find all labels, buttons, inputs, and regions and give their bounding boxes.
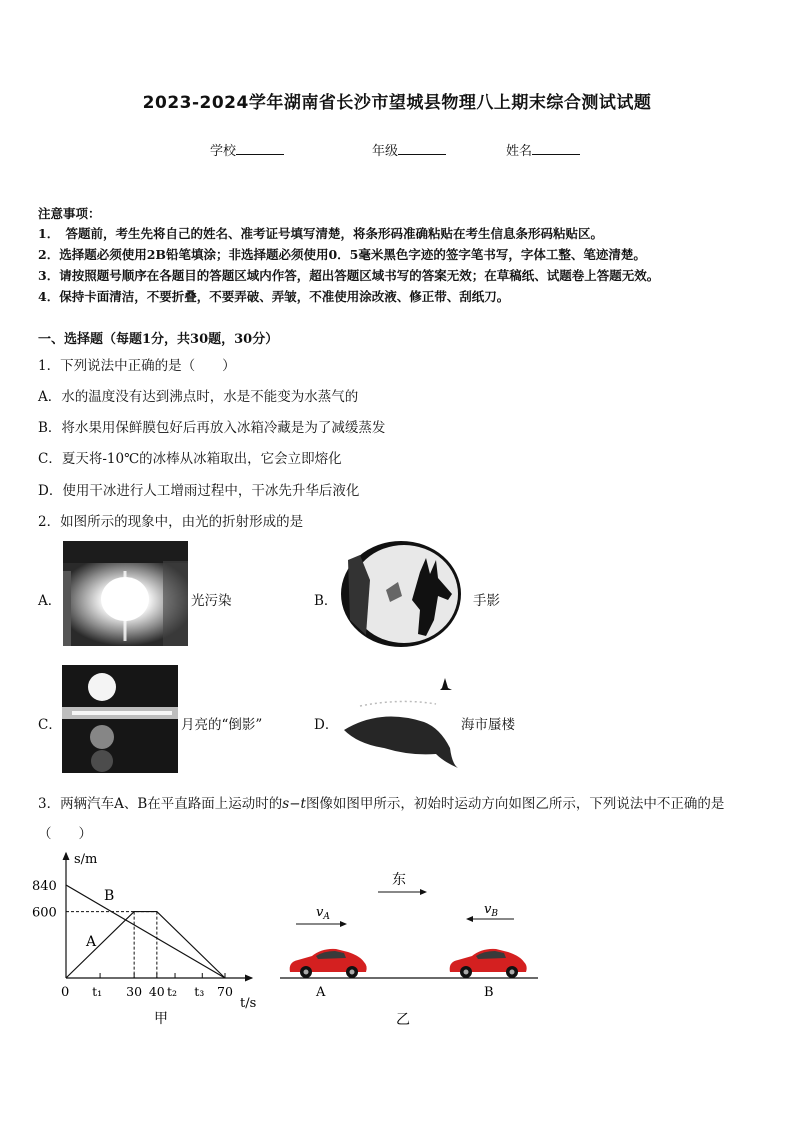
vb-label (484, 902, 498, 919)
va-subscript: A (323, 912, 330, 922)
name-label: 姓名 (506, 144, 533, 159)
q2-option-a-letter: A． (38, 593, 62, 609)
note-item: 4．保持卡面清洁，不要折叠，不要弄破、弄皱，不准使用涂改液、修正带、刮纸刀。 (38, 289, 510, 304)
school-label: 学校 (210, 144, 237, 159)
q2-option-b-caption: 手影 (473, 593, 500, 609)
q2-option-c-caption: 月亮的“倒影” (181, 717, 263, 733)
q2-option-b-letter: B． (314, 593, 338, 609)
question-3-math: s−t (282, 796, 306, 812)
x-tick-label: 40 (148, 984, 165, 999)
q2-option-a-caption: 光污染 (191, 593, 232, 609)
question-1-option-b: B．将水果用保鲜膜包好后再放入冰箱冷藏是为了减缓蒸发 (38, 420, 386, 436)
va-label (316, 905, 330, 922)
q2-option-d-caption: 海市蜃楼 (461, 717, 515, 733)
question-1-option-d: D．使用干冰进行人工增雨过程中，干冰先升华后液化 (38, 483, 360, 499)
y-unit-label: s/m (74, 852, 98, 867)
name-blank (532, 142, 580, 155)
grade-field (372, 140, 446, 159)
car-b (450, 949, 527, 978)
car-a-label: A (316, 985, 326, 1000)
car-a (290, 949, 367, 978)
y-tick-label: 840 (32, 879, 57, 894)
cars-diagram (280, 862, 545, 1032)
question-1-option-c: C．夏天将-10℃的冰棒从冰箱取出，它会立即熔化 (38, 451, 342, 467)
vb-subscript: B (491, 909, 498, 919)
school-field (210, 140, 284, 159)
note-item: 3．请按照题号顺序在各题目的答题区域内作答，超出答题区域书写的答案无效；在草稿纸、试题卷上答题无效。 (38, 268, 660, 283)
x-tick-label: 30 (126, 984, 143, 999)
question-3-paren: （ ） (38, 826, 92, 842)
page-title: 2023-2024学年湖南省长沙市望城县物理八上期末综合测试试题 (142, 93, 652, 113)
name-field (506, 140, 580, 159)
line-b-label: B (104, 888, 115, 904)
va-symbol: v (316, 905, 324, 920)
x-unit-label: t/s (240, 996, 257, 1011)
question-3-stem-part2: 图像如图甲所示，初始时运动方向如图乙所示，下列说法中不正确的是 (305, 796, 725, 812)
section-heading: 一、选择题（每题1分，共30题，30分） (38, 332, 279, 347)
x-tick-label: 70 (217, 984, 233, 999)
question-1-stem: 1．下列说法中正确的是（ ） (38, 358, 236, 374)
question-3-stem-part1: 3．两辆汽车A、B在平直路面上运动时的 (38, 796, 283, 812)
car-b-label: B (484, 985, 494, 1000)
question-3-stem (38, 792, 724, 812)
series-line-b (66, 885, 225, 978)
origin-label: 0 (61, 985, 70, 1000)
q2-option-c-letter: C． (38, 717, 62, 733)
diagram-caption: 乙 (396, 1012, 410, 1028)
question-2-stem: 2．如图所示的现象中，由光的折射形成的是 (38, 514, 304, 530)
moon-reflection-photo (62, 665, 178, 773)
x-tick-label: t₁ (92, 984, 103, 999)
note-item: 2．选择题必须使用2B铅笔填涂；非选择题必须使用0．5毫米黑色字迹的签字笔书写，字体工整、笔迹清楚。 (38, 247, 646, 262)
grade-label: 年级 (372, 144, 399, 159)
y-tick-label: 600 (32, 905, 57, 921)
east-label: 东 (392, 872, 406, 888)
light-pollution-photo (63, 541, 188, 646)
notes-heading: 注意事项： (38, 206, 101, 221)
line-a-label: A (86, 934, 97, 950)
vb-symbol: v (484, 902, 492, 917)
question-1-option-a: A．水的温度没有达到沸点时，水是不能变为水蒸气的 (38, 389, 359, 405)
school-blank (236, 142, 284, 155)
graph-caption: 甲 (154, 1011, 168, 1027)
note-item: 1． 答题前，考生先将自己的姓名、准考证号填写清楚，将条形码准确粘贴在考生信息条形码粘贴区。 (38, 226, 603, 241)
x-tick-label: t₂ (167, 984, 178, 999)
mirage-photo (340, 672, 460, 772)
x-tick-label: t₃ (194, 984, 205, 999)
hand-shadow-photo (340, 540, 462, 648)
st-graph (30, 845, 270, 1035)
q2-option-d-letter: D． (314, 717, 339, 733)
grade-blank (398, 142, 446, 155)
